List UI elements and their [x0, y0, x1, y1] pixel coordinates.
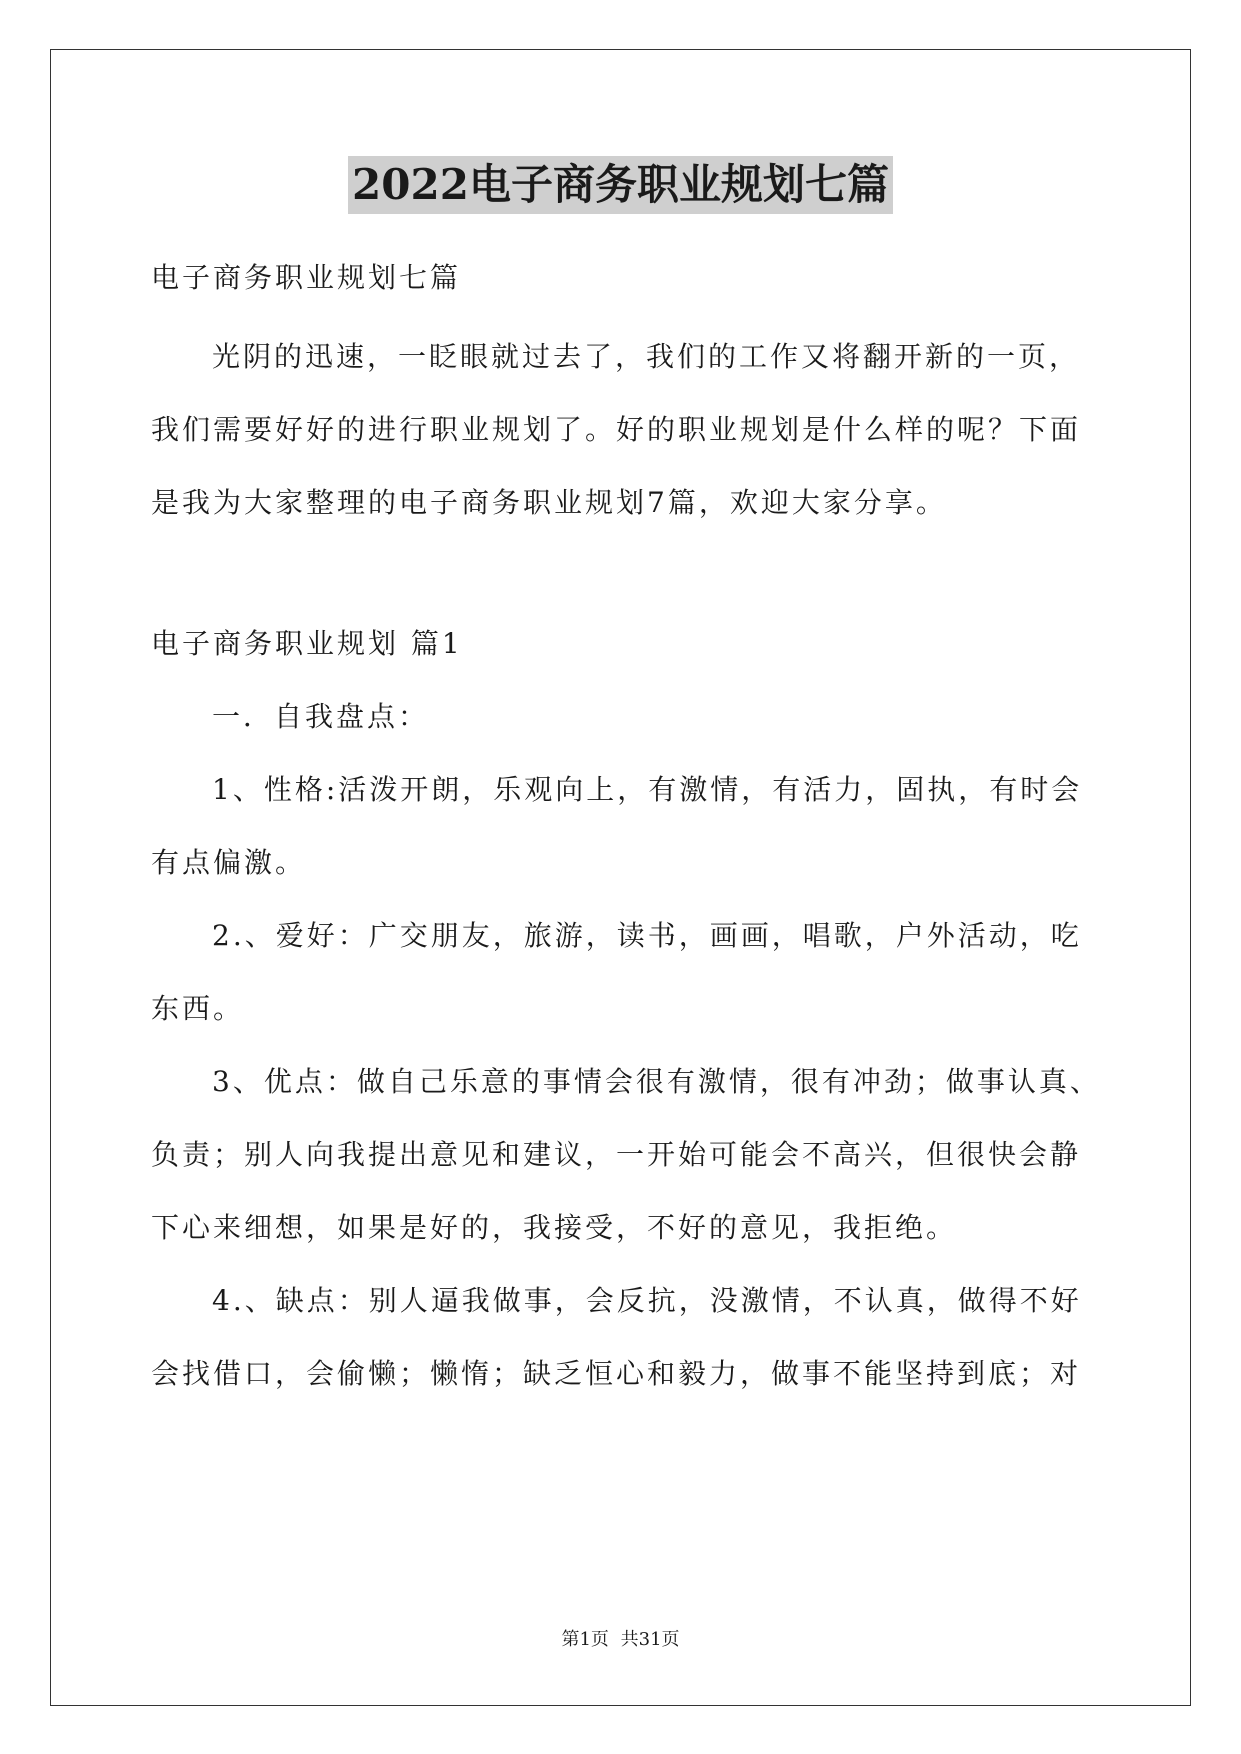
paragraph-line: 2.、爱好：广交朋友，旅游，读书，画画，唱歌，户外活动，吃 — [212, 919, 1082, 952]
page-total: 共31页 — [620, 1629, 680, 1650]
page-number: 第1页 — [561, 1629, 609, 1650]
page-footer — [0, 1628, 1241, 1652]
paragraph-line: 会找借口，会偷懒；懒惰；缺乏恒心和毅力，做事不能坚持到底；对 — [151, 1357, 1082, 1390]
document-title: 2022电子商务职业规划七篇 — [348, 156, 893, 214]
paragraph-line: 有点偏激。 — [151, 846, 307, 879]
paragraph-line: 3、优点：做自己乐意的事情会很有激情，很有冲劲；做事认真、 — [212, 1065, 1101, 1098]
paragraph-line: 下心来细想，如果是好的，我接受，不好的意见，我拒绝。 — [151, 1211, 958, 1244]
section-heading: 电子商务职业规划 篇1 — [151, 627, 463, 660]
paragraph-line: 是我为大家整理的电子商务职业规划7篇，欢迎大家分享。 — [151, 486, 947, 519]
document-subtitle: 电子商务职业规划七篇 — [151, 261, 462, 294]
title-container — [0, 156, 1241, 214]
paragraph-line: 东西。 — [151, 992, 245, 1025]
paragraph-line: 1、性格:活泼开朗，乐观向上，有激情，有活力，固执，有时会 — [212, 773, 1083, 806]
paragraph-line: 一．自我盘点： — [212, 700, 430, 733]
paragraph-line: 4.、缺点：别人逼我做事，会反抗，没激情，不认真，做得不好 — [212, 1284, 1082, 1317]
paragraph-line: 我们需要好好的进行职业规划了。好的职业规划是什么样的呢？下面 — [151, 413, 1082, 446]
paragraph-line: 光阴的迅速，一眨眼就过去了，我们的工作又将翻开新的一页， — [212, 340, 1081, 373]
paragraph-line: 负责；别人向我提出意见和建议，一开始可能会不高兴，但很快会静 — [151, 1138, 1082, 1171]
